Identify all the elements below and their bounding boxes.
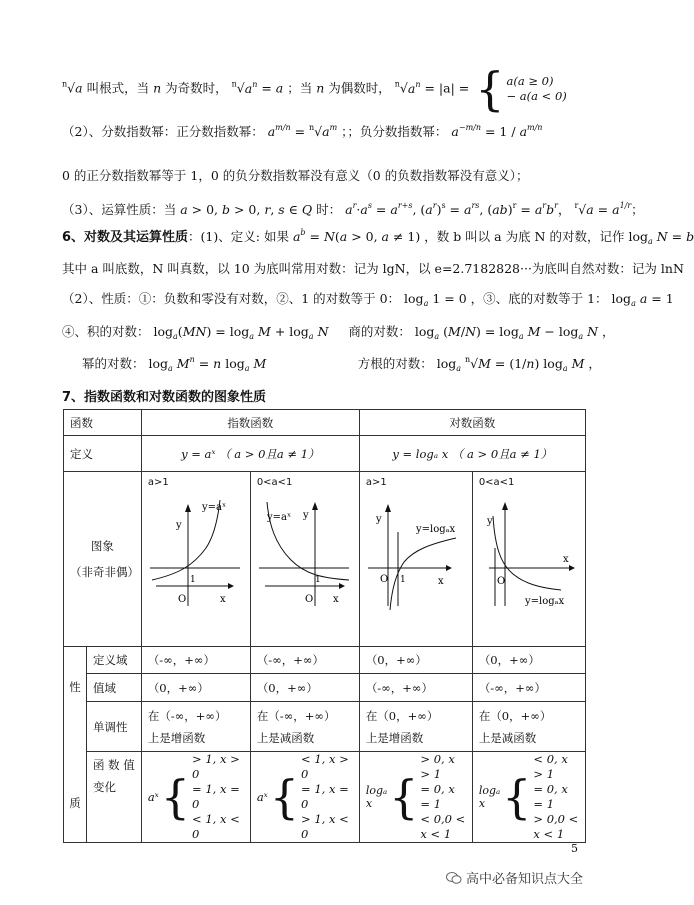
graph-exp-decreasing: 0<a<1 y y=aˣ 1 O x — [250, 472, 359, 647]
svg-text:y: y — [302, 510, 309, 521]
graph-log-decreasing: 0<a<1 y O x y=logₐx — [472, 472, 585, 647]
wechat-icon — [446, 871, 462, 885]
page-number: 5 — [571, 842, 578, 855]
radical-definition-line: $^n$√a 叫根式，当 n 为奇数时， $^n√a^n = a$ ；当 n 为偶数时， $^n√a^n = |a|$ = { a(a ≥ 0) − a(a < 0) — [62, 62, 567, 116]
cell-domain-3: （0，+∞） — [359, 647, 472, 674]
product-quotient-line: ④、积的对数： $\log_a(MN) = \log_a M + \log_a N$ 商的对数： $\log_a (M/N) = \log_a M - \log_a N$ ， — [62, 324, 615, 341]
svg-text:1: 1 — [189, 575, 196, 585]
svg-text:x: x — [562, 554, 569, 565]
svg-text:x: x — [437, 576, 444, 587]
cell-mono-1: 在（-∞，+∞） 上是增函数 — [141, 702, 250, 752]
graph-label-cell: 图象 （非奇非偶） — [64, 472, 142, 647]
piecewise-brace: { a(a ≥ 0) − a(a < 0) — [475, 62, 567, 116]
graph-exp-increasing: a>1 y y=aˣ 1 O x — [141, 472, 250, 647]
property-group-label: 性 质 — [64, 647, 87, 843]
zero-power-note: 0 的正分数指数幂等于 1，0 的负分数指数幂没有意义（0 的负数指数幂没有意义）； — [62, 168, 529, 183]
svg-text:O: O — [177, 594, 187, 605]
svg-text:y: y — [375, 514, 382, 525]
power-root-line: 幂的对数： $\log_a M^n = n$ $\log_a M$ 方根的对数： $\log_a ^n√M = (1/n)$ $\log_a M$ ， — [82, 355, 601, 373]
row-label-value-change: 函 数 值 变化 — [87, 752, 142, 843]
cell-mono-2: 在（-∞，+∞） 上是减函数 — [250, 702, 359, 752]
cell-range-2: （0，+∞） — [250, 674, 359, 702]
cell-mono-4: 在（0，+∞） 上是减函数 — [472, 702, 585, 752]
row-label-domain: 定义域 — [87, 647, 142, 674]
log-definition-line: 6、对数及其运算性质：(1)、定义: 如果 $a^b = N(a > 0$, a ≠ 1) ，数 b 叫以 a 为底 N 的对数，记作 $\log_a N = b$ — [62, 228, 694, 246]
cell-domain-2: （-∞，+∞） — [250, 647, 359, 674]
header-log: 对数函数 — [359, 410, 585, 436]
row-label-range: 值域 — [87, 674, 142, 702]
operation-properties-line: （3）、运算性质：当 a > 0, b > 0, r, s ∈ Q 时： $a^r\cdot a^s = a^{r+s}$, $(a^r)^s = a^{rs}$, $(ab)^r = a^rb^r$， $^r√a = a^{1/r}$； — [62, 201, 644, 217]
graph-log-increasing: a>1 y y=logₐx O 1 x — [359, 472, 472, 647]
cell-vc-1: aˣ { > 1, x > 0 = 1, x = 0 < 1, x < 0 — [141, 752, 250, 843]
header-exp: 指数函数 — [141, 410, 359, 436]
cell-domain-1: （-∞，+∞） — [141, 647, 250, 674]
header-func: 函数 — [64, 410, 142, 436]
cell-vc-2: aˣ { < 1, x > 0 = 1, x = 0 > 1, x < 0 — [250, 752, 359, 843]
cell-domain-4: （0，+∞） — [472, 647, 585, 674]
def-exp: y = aˣ （ a > 0且a ≠ 1） — [141, 436, 359, 472]
svg-text:x: x — [219, 594, 226, 605]
function-properties-table — [63, 409, 586, 843]
svg-text:y=aˣ: y=aˣ — [266, 512, 292, 523]
svg-text:y=logₐx: y=logₐx — [524, 596, 564, 607]
cell-vc-3: logₐ x { > 0, x > 1 = 0, x = 1 < 0,0 < x < 1 — [359, 752, 472, 843]
section-7-title: 7、指数函数和对数函数的图象性质 — [62, 390, 267, 405]
fractional-exponent-line: （2）、分数指数幂：正分数指数幂： $a^{m/n} = ^n√a^m$ ；；负分数指数幂： $a^{-m/n} = 1 / a^{m/n}$ — [62, 123, 543, 139]
cell-vc-4: logₐ x { < 0, x > 1 = 0, x = 1 > 0,0 < x < 1 — [472, 752, 585, 843]
svg-text:y=logₐx: y=logₐx — [415, 524, 455, 535]
svg-text:y: y — [175, 520, 182, 531]
cell-range-1: （0，+∞） — [141, 674, 250, 702]
svg-text:y=aˣ: y=aˣ — [201, 502, 227, 513]
def-log: y = logₐ x （ a > 0且a ≠ 1） — [359, 436, 585, 472]
cell-range-3: （-∞，+∞） — [359, 674, 472, 702]
log-base-note: 其中 a 叫底数，N 叫真数，以 10 为底叫常用对数：记为 lgN，以 e=2.7182828···为底叫自然对数：记为 lnN — [62, 261, 684, 276]
svg-text:1: 1 — [399, 575, 406, 585]
svg-text:O: O — [379, 574, 389, 585]
cell-mono-3: 在（0，+∞） 上是增函数 — [359, 702, 472, 752]
watermark: 高中必备知识点大全 — [446, 868, 583, 887]
svg-text:y: y — [486, 516, 493, 527]
svg-text:O: O — [496, 576, 506, 587]
row-label-monotonic: 单调性 — [87, 702, 142, 752]
cell-range-4: （-∞，+∞） — [472, 674, 585, 702]
svg-text:1: 1 — [314, 575, 321, 585]
svg-text:O: O — [304, 594, 314, 605]
log-properties-line: （2）、性质：①：负数和零没有对数，②、1 的对数等于 0： $\log_a 1 = 0$ ，③、底的对数等于 1： $\log_a a = 1$ — [62, 291, 674, 308]
header-def: 定义 — [64, 436, 142, 472]
svg-text:x: x — [332, 594, 339, 605]
